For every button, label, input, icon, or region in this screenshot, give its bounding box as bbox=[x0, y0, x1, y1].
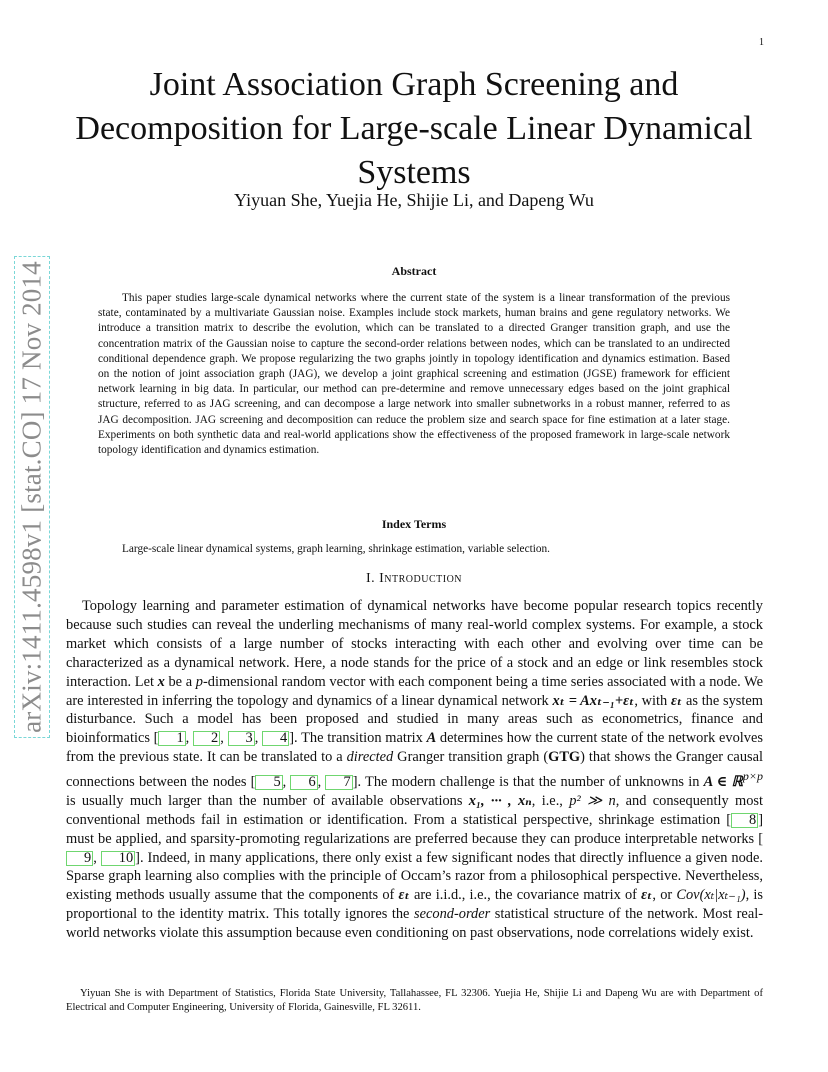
math-inline: A bbox=[426, 730, 437, 747]
math-inline: p bbox=[195, 673, 203, 690]
section-number: I. bbox=[365, 571, 380, 586]
text-run: , with bbox=[634, 692, 671, 709]
text-run: ]. Indeed, in many applications, there only exist a few significant nodes that directly influence a given node. Sparse graph learning also complies with the principle of Occam’s razor from a philosophical perspective. Nevertheless, existing methods usually assume that the components of bbox=[66, 849, 763, 904]
math-inline: p² ≫ n bbox=[569, 792, 616, 809]
math-inline: Cov(xₜ|xₜ₋₁) bbox=[676, 887, 746, 904]
arxiv-stamp-text: arXiv:1411.4598v1 [stat.CO] 17 Nov 2014 bbox=[16, 261, 47, 733]
text-run: , or bbox=[652, 887, 677, 904]
math-inline: εₜ bbox=[670, 692, 683, 709]
text-run: as the system disturbance. Such a model has been proposed and studied in many areas such as econometrics, finance and bioinformatics [ bbox=[66, 692, 763, 747]
abstract-heading: Abstract bbox=[391, 264, 437, 278]
citation-link[interactable]: 8 bbox=[731, 813, 758, 828]
text-run: ) that shows the Granger causal connections between the nodes [ bbox=[66, 749, 763, 790]
citation-link[interactable]: 10 bbox=[101, 851, 135, 866]
citation-link[interactable]: 1 bbox=[158, 731, 185, 746]
text-run: , and consequently most conventional methods fail in estimation or identification. From a statistical perspective, shrinkage estimation [ bbox=[66, 792, 763, 828]
text-run: Granger transition graph ( bbox=[393, 749, 549, 766]
citation-link[interactable]: 7 bbox=[325, 775, 352, 790]
citation-link[interactable]: 5 bbox=[255, 775, 282, 790]
text-run: determines how the current state of the network evolves from the previous state. It can be translated to a bbox=[66, 730, 763, 766]
abstract-text: This paper studies large-scale dynamical networks where the current state of the system is a linear transformation of the previous state, contaminated by a multivariate Gaussian noise. Examples include stock markets, human brains and gene regulatory networks. We introduce a transition matrix to describe the evolution, which can be translated to a directed Granger transition graph, and use the concentration matrix of the Gaussian noise to capture the second-order relations between nodes, which can be translated to an undirected conditional dependence graph. We propose regularizing the two graphs jointly in topology identification and dynamics estimation. Based on the notion of joint association graph (JAG), we develop a joint graphical screening and estimation (JGSE) framework for efficient network learning in big data. In particular, our method can pre-determine and remove unnecessary edges based on the joint graphical structure, referred to as JAG screening, and can decompose a large network into smaller subnetworks in a robust manner, referred to as JAG decomposition. JAG screening and decomposition can reduce the problem size and search space for fine estimation at a later stage. Experiments on both synthetic data and real-world applications show the effectiveness of the proposed framework in large-scale network topology identification and dynamics estimation. bbox=[98, 292, 730, 457]
math-inline: A ∈ ℝ bbox=[703, 773, 743, 790]
introduction-paragraph: Topology learning and parameter estimation of dynamical networks have become popular research topics recently because such studies can reveal the underling mechanisms of many real-world complex systems. For example, a stock market which consists of a large number of stocks interacting with each other and evolving over time can be characterized as a dynamical network. Here, a node stands for the price of a stock and an edge or link resembles stock interaction. Let x be a p-dimensional random vector with each component being a time series associated with a node. We are interested in inferring the topology and dynamics of a linear dynamical network xₜ = Axₜ₋₁+εₜ, with εₜ as the system disturbance. Such a model has been proposed and studied in many areas such as econometrics, finance and bioinformatics [ 1 , 2 , 3 , 4 ]. The transition matrix A determines how the current state of the network evolves from the previous state. It can be translated to a directed Granger transition graph (GTG) that shows the Granger causal connections between the nodes [ 5 , 6 , 7 ]. The modern challenge is that the number of unknowns in A ∈ ℝ$^{p\times p}$ is usually much larger than the number of available observations x₁, ··· , xₙ, i.e., p² ≫ n, and consequently most conventional methods fail in estimation or identification. From a statistical perspective, shrinkage estimation [ 8 ] must be applied, and sparsity-promoting regularizations are preferred because they can produce interpretable networks [9 , 10 ]. Indeed, in many applications, there only exist a few significant nodes that directly influence a given node. Sparse graph learning also complies with the principle of Occam’s razor from a philosophical perspective. Nevertheless, existing methods usually assume that the components of εₜ are i.i.d., i.e., the covariance matrix of εₜ, or Cov(xₜ|xₜ₋₁), is proportional to the identity matrix. This totally ignores the second-order statistical structure of the network. Most real-world networks violate this assumption because even conditioning on past observations, node correlations widely exist. bbox=[66, 598, 764, 942]
citation-link[interactable]: 9 bbox=[66, 851, 93, 866]
text-run: ]. The transition matrix bbox=[289, 730, 427, 747]
author-list: Yiyuan She, Yuejia He, Shijie Li, and Dapeng Wu bbox=[234, 190, 594, 210]
paper-title: Joint Association Graph Screening and Decomposition for Large-scale Linear Dynamical Systems bbox=[75, 66, 753, 191]
math-inline: x₁, ··· , xₙ bbox=[468, 792, 532, 809]
text-run: Topology learning and parameter estimation of dynamical networks have become popular research topics recently because such studies can reveal the underling mechanisms of many real-world complex systems. For example, a stock market which consists of a large number of stocks interacting with each other and evolving over time can be characterized as a dynamical network. Here, a node stands for the price of a stock and an edge or link resembles stock interaction. Let bbox=[66, 598, 763, 690]
citation-link[interactable]: 2 bbox=[193, 731, 220, 746]
page-number: 1 bbox=[759, 37, 764, 48]
citation-link[interactable]: 6 bbox=[290, 775, 317, 790]
introduction-heading bbox=[70, 571, 758, 587]
index-terms-text: Large-scale linear dynamical systems, graph learning, shrinkage estimation, variable selection. bbox=[122, 543, 550, 555]
section-title: Introduction bbox=[379, 571, 463, 586]
text-run: be a bbox=[164, 673, 196, 690]
text-run: are i.i.d., i.e., the covariance matrix of bbox=[409, 887, 642, 904]
math-superscript: p×p bbox=[742, 769, 764, 784]
math-inline: x bbox=[157, 673, 165, 690]
index-terms-heading: Index Terms bbox=[381, 517, 447, 531]
text-run: , i.e., bbox=[531, 792, 570, 809]
text-run: , is proportional to the identity matrix. This totally ignores the bbox=[66, 887, 763, 923]
math-inline: xₜ = Axₜ₋₁+εₜ bbox=[552, 692, 635, 709]
math-inline: εₜ bbox=[641, 887, 653, 904]
text-run: is usually much larger than the number of available observations bbox=[66, 792, 469, 809]
citation-link[interactable]: 4 bbox=[262, 731, 289, 746]
math-inline: εₜ bbox=[398, 887, 410, 904]
citation-link[interactable]: 3 bbox=[228, 731, 255, 746]
text-run: -dimensional random vector with each component being a time series associated with a node. We are interested in inferring the topology and dynamics of a linear dynamical network bbox=[66, 673, 763, 709]
author-affiliation-footnote: Yiyuan She is with Department of Statistics, Florida State University, Tallahassee, FL 32306. Yuejia He, Shijie Li and Dapeng Wu are with Department of Electrical and Computer Engineering, University of Florida, Gainesville, FL 32611. bbox=[66, 988, 763, 1013]
text-run: statistical structure of the network. Most real-world networks violate this assumption because even conditioning on past observations, node correlations widely exist. bbox=[66, 906, 763, 942]
text-run: ] must be applied, and sparsity-promoting regularizations are preferred because they can produce interpretable networks [ bbox=[66, 811, 763, 847]
emphasis: directed bbox=[346, 749, 394, 766]
emphasis: second-order bbox=[414, 906, 491, 923]
text-run: ]. The modern challenge is that the number of unknowns in bbox=[352, 773, 704, 790]
arxiv-stamp bbox=[14, 256, 50, 738]
bold-term: GTG bbox=[548, 749, 581, 766]
